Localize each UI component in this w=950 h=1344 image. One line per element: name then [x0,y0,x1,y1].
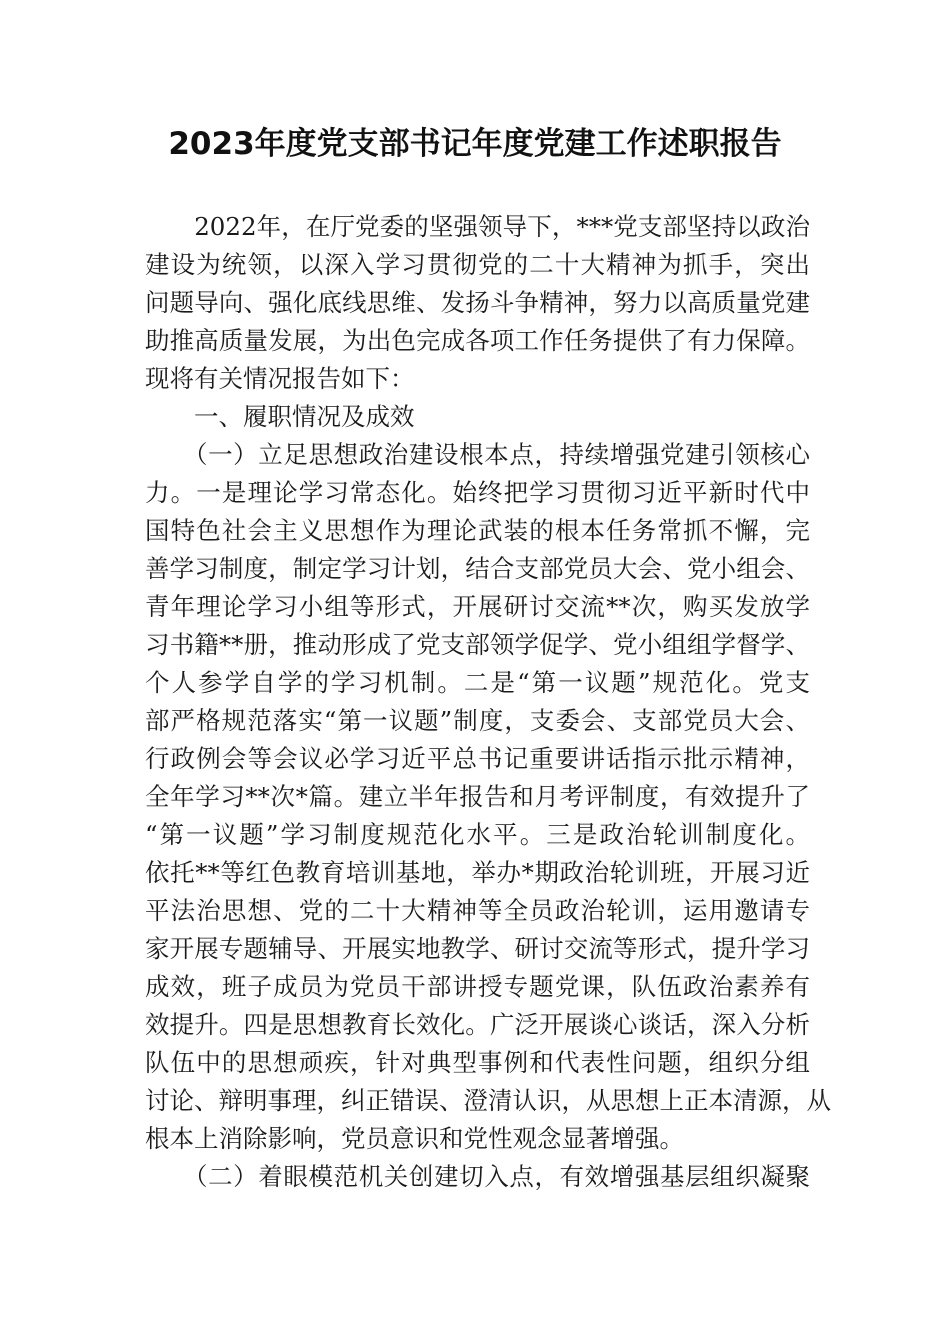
paragraph-line: 建设为统领，以深入学习贯彻党的二十大精神为抓手，突出 [145,250,810,279]
paragraph-line: 国特色社会主义思想作为理论武装的根本任务常抓不懈，完 [145,516,810,545]
paragraph-line: 部严格规范落实“第一议题”制度，支委会、支部党员大会、 [145,706,810,735]
paragraph-line: 全年学习**次*篇。建立半年报告和月考评制度，有效提升了 [145,782,810,811]
section-heading: 一、履职情况及成效 [145,402,415,431]
paragraph-line: 家开展专题辅导、开展实地教学、研讨交流等形式，提升学习 [145,934,810,963]
paragraph-line: （二）着眼模范机关创建切入点，有效增强基层组织凝聚 [145,1162,810,1191]
paragraph-line: 成效，班子成员为党员干部讲授专题党课，队伍政治素养有 [145,972,810,1001]
paragraph-line: 问题导向、强化底线思维、发扬斗争精神，努力以高质量党建 [145,288,810,317]
paragraph-line: 习书籍**册，推动形成了党支部领学促学、党小组组学督学、 [145,630,810,659]
document-title: 2023年度党支部书记年度党建工作述职报告 [168,126,782,162]
paragraph-line: 效提升。四是思想教育长效化。广泛开展谈心谈话，深入分析 [145,1010,810,1039]
paragraph-line: （一）立足思想政治建设根本点，持续增强党建引领核心 [145,440,810,469]
paragraph-line: 队伍中的思想顽疾，针对典型事例和代表性问题，组织分组 [145,1048,810,1077]
paragraph-line: 2022年，在厅党委的坚强领导下，***党支部坚持以政治 [145,212,810,241]
paragraph-line: 平法治思想、党的二十大精神等全员政治轮训，运用邀请专 [145,896,810,925]
paragraph-line: 助推高质量发展，为出色完成各项工作任务提供了有力保障。 [145,326,810,355]
paragraph-line: 行政例会等会议必学习近平总书记重要讲话指示批示精神， [145,744,810,773]
paragraph-line: 讨论、辩明事理，纠正错误、澄清认识，从思想上正本清源，从 [145,1086,831,1115]
paragraph-line: “第一议题”学习制度规范化水平。三是政治轮训制度化。 [145,820,810,849]
paragraph-line: 力。一是理论学习常态化。始终把学习贯彻习近平新时代中 [145,478,810,507]
paragraph-line: 现将有关情况报告如下： [145,364,415,393]
paragraph-line: 青年理论学习小组等形式，开展研讨交流**次，购买发放学 [145,592,810,621]
paragraph-line: 依托**等红色教育培训基地，举办*期政治轮训班，开展习近 [145,858,810,887]
paragraph-line: 根本上消除影响，党员意识和党性观念显著增强。 [145,1124,684,1153]
paragraph-line: 善学习制度，制定学习计划，结合支部党员大会、党小组会、 [145,554,810,583]
paragraph-line: 个人参学自学的学习机制。二是“第一议题”规范化。党支 [145,668,810,697]
